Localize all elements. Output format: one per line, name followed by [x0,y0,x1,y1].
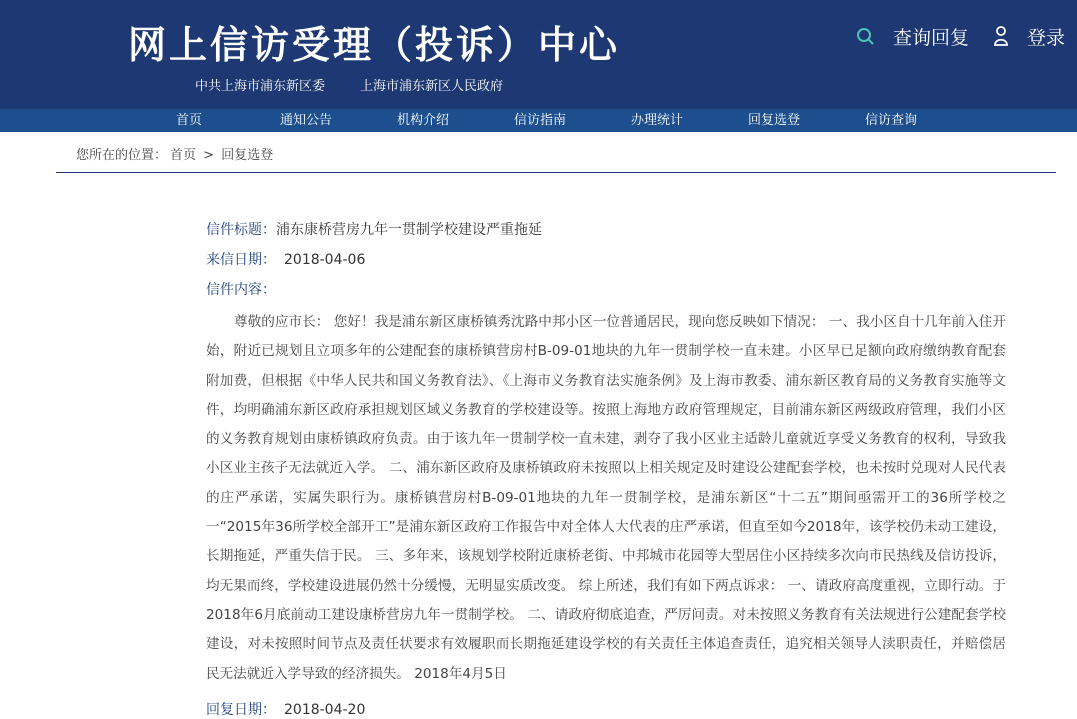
query-reply-link[interactable]: 查询回复 [893,26,970,49]
search-icon[interactable] [855,26,875,46]
divider [56,172,1056,173]
login-link[interactable]: 登录 [1027,26,1066,49]
letter-title-label: 信件标题： [206,222,276,238]
letter-date-label: 来信日期： [206,252,276,268]
reply-date: 2018-04-20 [284,702,366,718]
letter-date-row [206,249,365,269]
breadcrumb-home[interactable]: 首页 [170,148,197,163]
site-title: 网上信访受理（投诉）中心 [128,23,621,67]
nav-home[interactable]: 首页 [175,113,202,128]
government-label: 上海市浦东新区人民政府 [360,79,504,94]
letter-date: 2018-04-06 [284,252,366,268]
letter-content-label: 信件内容： [206,282,276,298]
letter-content-row [206,279,276,299]
party-committee-label: 中共上海市浦东新区委 [195,79,326,94]
breadcrumb-separator: > [203,148,215,163]
main-nav [0,109,1077,132]
header-actions [855,22,1065,50]
nav-about[interactable]: 机构介绍 [396,113,449,128]
nav-selected-replies[interactable]: 回复选登 [747,113,800,128]
nav-statistics[interactable]: 办理统计 [630,113,683,128]
letter-title: 浦东康桥营房九年一贯制学校建设严重拖延 [276,222,542,238]
letter-content: 尊敬的应市长： 您好！我是浦东新区康桥镇秀沈路中邦小区一位普通居民，现向您反映如下情况： 一、我小区自十几年前入住开始，附近已规划且立项多年的公建配套的康桥镇营房村B-09-01地块的九年一贯制学校一直未建。小区早已足额向政府缴纳教育配套附加费，但根据《中华人民共和国义务教育法》、《上海市义务教育法实施条例》及上海市教委、浦东新区教育局的义务教育实施等文件，均明确浦东新区政府承担规划区域义务教育的学校建设等。按照上海地方政府管理规定，目前浦东新区两级政府管理，我们小区的义务教育规划由康桥镇政府负责。由于该九年一贯制学校一直未建，剥夺了我小区业主适龄儿童就近享受义务教育的权利，导致我小区业主孩子无法就近入学。 二、浦东新区政府及康桥镇政府未按照以上相关规定及时建设公建配套学校，也未按时兑现对人民代表的庄严承诺，实属失职行为。康桥镇营房村B-09-01地块的九年一贯制学校，是浦东新区“十二五”期间亟需开工的36所学校之一“2015年36所学校全部开工”是浦东新区政府工作报告中对全体人大代表的庄严承诺，但直至如今2018年，该学校仍未动工建设，长期拖延，严重失信于民。 三、多年来，该规划学校附近康桥老街、中邦城市花园等大型居住小区持续多次向市民热线及信访投诉，均无果而终，学校建设进展仍然十分缓慢，无明显实质改变。 综上所述，我们有如下两点诉求： 一、请政府高度重视，立即行动。于2018年6月底前动工建设康桥营房九年一贯制学校。 二、请政府彻底追查，严厉问责。对未按照义务教育有关法规进行公建配套学校建设，对未按照时间节点及责任状要求有效履职而长期拖延建设学校的有关责任主体追查责任，追究相关领导人渎职责任，并赔偿居民无法就近入学导致的经济损失。 2018年4月5日 [206,314,1006,682]
nav-petition-query[interactable]: 信访查询 [864,113,917,128]
nav-notices[interactable]: 通知公告 [279,113,332,128]
site-header [0,0,1077,109]
reply-date-label: 回复日期： [206,702,276,718]
breadcrumb [76,144,276,163]
letter-title-row [206,219,542,239]
user-icon[interactable] [991,25,1011,47]
reply-date-row [206,699,365,719]
breadcrumb-prefix: 您所在的位置： [76,148,168,163]
nav-guide[interactable]: 信访指南 [513,113,566,128]
breadcrumb-current: 回复选登 [221,148,274,163]
